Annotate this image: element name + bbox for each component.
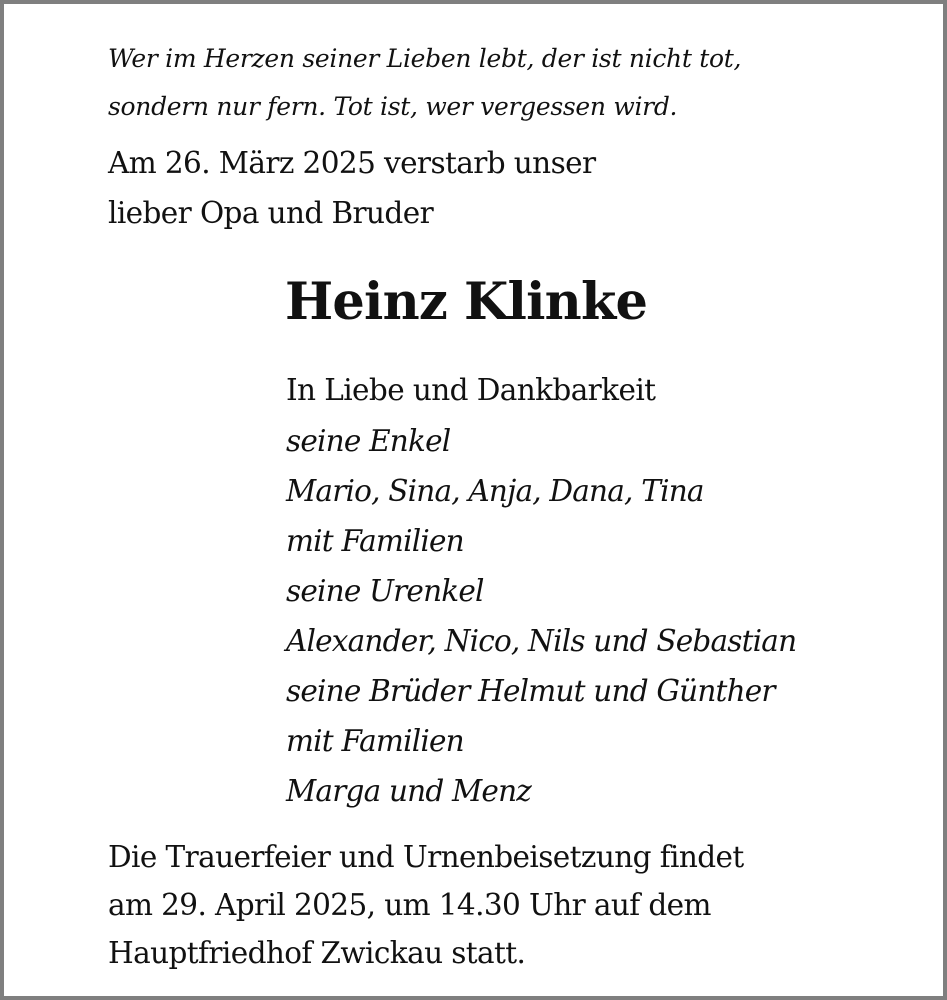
signature-opening: In Liebe und Dankbarkeit — [286, 373, 656, 407]
signature-line: mit Familien — [286, 724, 464, 758]
motto-line-2: sondern nur fern. Tot ist, wer vergessen wird. — [108, 92, 678, 121]
signature-line: seine Urenkel — [286, 574, 484, 608]
motto-line-1: Wer im Herzen seiner Lieben lebt, der ist nicht tot, — [108, 44, 742, 73]
signature-line: mit Familien — [286, 524, 464, 558]
funeral-info-line-2: am 29. April 2025, um 14.30 Uhr auf dem — [108, 888, 711, 922]
intro-line-1: Am 26. März 2025 verstarb unser — [108, 146, 596, 180]
funeral-info-line-1: Die Trauerfeier und Urnenbeisetzung findet — [108, 840, 744, 874]
signature-line: seine Brüder Helmut und Günther — [286, 674, 775, 708]
deceased-name: Heinz Klinke — [285, 272, 648, 332]
signature-line: Marga und Menz — [286, 774, 532, 808]
funeral-info-line-3: Hauptfriedhof Zwickau statt. — [108, 936, 526, 970]
signature-line: Mario, Sina, Anja, Dana, Tina — [286, 474, 704, 508]
signature-line: seine Enkel — [286, 424, 451, 458]
signature-line: Alexander, Nico, Nils und Sebastian — [286, 624, 797, 658]
intro-line-2: lieber Opa und Bruder — [108, 196, 434, 230]
